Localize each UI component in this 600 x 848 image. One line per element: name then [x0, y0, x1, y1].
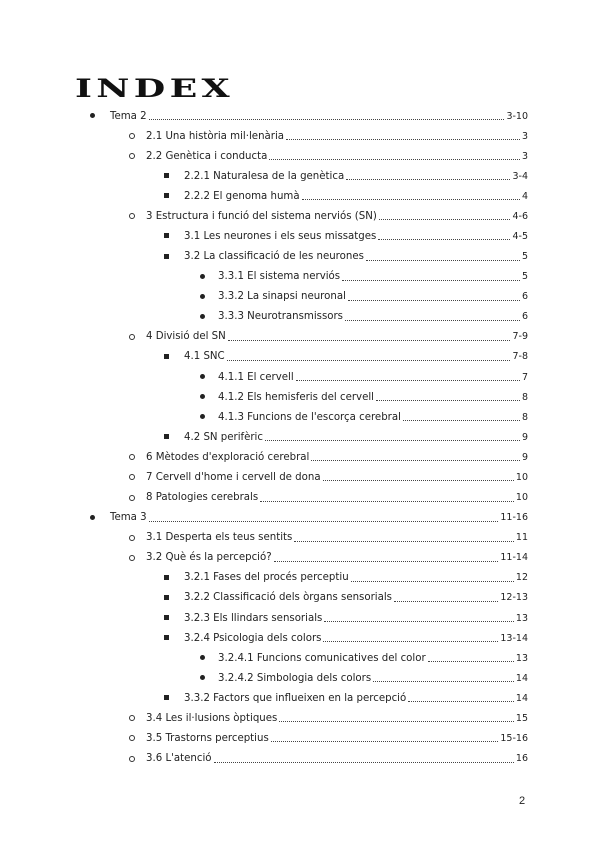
toc-entry-page: 10: [515, 471, 528, 483]
dot-leader: [366, 259, 520, 261]
toc-entry: [184, 247, 528, 267]
square-bullet-icon: [164, 635, 169, 640]
toc-entry-page: 5: [521, 271, 528, 283]
toc-entry-label: 4.2 SN perifèric: [184, 431, 263, 443]
toc-entry-label: 7 Cervell d'home i cervell de dona: [146, 471, 321, 483]
toc-entry: [146, 728, 528, 748]
toc-entry-label: 3.2.4 Psicologia dels colors: [184, 632, 322, 644]
dot-leader: [342, 279, 520, 281]
toc-entry: [218, 267, 528, 287]
bullet-icon: [90, 113, 95, 118]
toc-entry-label: 3.2.3 Els llindars sensorials: [184, 612, 323, 624]
toc-entry-page: 4-6: [512, 210, 528, 222]
toc-entry: [218, 668, 528, 688]
dot-leader: [279, 720, 514, 722]
dot-leader: [376, 399, 520, 401]
toc-entry-label: 3.3.3 Neurotransmissors: [218, 311, 343, 323]
hollow-bullet-icon: [129, 213, 135, 219]
toc-entry-label: 2.2 Genètica i conducta: [146, 150, 268, 162]
hollow-bullet-icon: [129, 495, 135, 501]
toc-entry-page: 11-16: [500, 512, 528, 524]
dot-leader: [294, 540, 514, 542]
dot-leader: [323, 640, 498, 642]
toc-entry-label: 3.3.1 El sistema nerviós: [218, 271, 341, 283]
bullet-icon: [90, 515, 95, 520]
toc-entry: [184, 226, 528, 246]
dot-leader: [214, 761, 514, 763]
dot-leader: [271, 740, 499, 742]
toc-entry-page: 8: [521, 391, 528, 403]
toc-entry-page: 9: [521, 451, 528, 463]
toc-entry-label: 2.2.1 Naturalesa de la genètica: [184, 170, 345, 182]
toc-entry-page: 7: [521, 371, 528, 383]
toc-entry: [184, 608, 528, 628]
square-bullet-icon: [164, 354, 169, 359]
toc-entry-label: Tema 2: [110, 110, 147, 122]
toc-entry-label: 3.3.2 Factors que influeixen en la percepció: [184, 692, 407, 704]
hollow-bullet-icon: [129, 454, 135, 460]
hollow-bullet-icon: [129, 334, 135, 340]
page-number: 2: [519, 795, 526, 807]
bullet-icon: [200, 414, 205, 419]
hollow-bullet-icon: [129, 715, 135, 721]
toc-entry: [218, 387, 528, 407]
dot-leader: [296, 379, 520, 381]
toc-entry-label: 3.2 La classificació de les neurones: [184, 251, 364, 263]
toc-entry-page: 12-13: [500, 592, 528, 604]
toc-entry-page: 15-16: [500, 732, 528, 744]
toc-entry: [146, 447, 528, 467]
toc-entry-label: 3.5 Trastorns perceptius: [146, 732, 269, 744]
toc-entry-label: 8 Patologies cerebrals: [146, 492, 259, 504]
toc-entry: [146, 146, 528, 166]
bullet-icon: [200, 314, 205, 319]
square-bullet-icon: [164, 595, 169, 600]
bullet-icon: [200, 294, 205, 299]
square-bullet-icon: [164, 233, 169, 238]
toc-entry: [218, 307, 528, 327]
toc-entry-label: 4.1.3 Funcions de l'escorça cerebral: [218, 411, 401, 423]
toc-entry-page: 5: [521, 251, 528, 263]
toc-entry-label: 4.1 SNC: [184, 351, 225, 363]
toc-entry-page: 9: [521, 431, 528, 443]
toc-entry-label: 4.1.1 El cervell: [218, 371, 294, 383]
square-bullet-icon: [164, 434, 169, 439]
dot-leader: [286, 138, 520, 140]
toc-entry: [146, 528, 528, 548]
toc-entry-page: 8: [521, 411, 528, 423]
dot-leader: [345, 319, 520, 321]
dot-leader: [403, 419, 520, 421]
toc-entry-page: 3-10: [506, 110, 528, 122]
toc-entry-label: 3.3.2 La sinapsi neuronal: [218, 291, 346, 303]
toc-entry: [146, 749, 528, 769]
toc-entry: [146, 708, 528, 728]
toc-entry-page: 14: [515, 672, 528, 684]
toc-entry-page: 6: [521, 311, 528, 323]
toc-entry: [146, 206, 528, 226]
toc-entry-page: 11: [515, 532, 528, 544]
dot-leader: [348, 299, 520, 301]
toc-entry: [184, 347, 528, 367]
toc-entry: [184, 588, 528, 608]
dot-leader: [274, 560, 499, 562]
hollow-bullet-icon: [129, 555, 135, 561]
toc-entry: [184, 166, 528, 186]
dot-leader: [408, 700, 514, 702]
toc-entry-page: 6: [521, 291, 528, 303]
toc-entry-page: 13: [515, 652, 528, 664]
dot-leader: [394, 600, 498, 602]
toc-entry-label: 2.1 Una història mil·lenària: [146, 130, 285, 142]
toc-entry: [218, 648, 528, 668]
toc-entry-label: 6 Mètodes d'exploració cerebral: [146, 451, 310, 463]
toc-entry-page: 4-5: [512, 230, 528, 242]
dot-leader: [379, 218, 511, 220]
toc-entry-label: 3.1 Desperta els teus sentits: [146, 532, 293, 544]
dot-leader: [378, 238, 510, 240]
toc-entry-label: 4.1.2 Els hemisferis del cervell: [218, 391, 374, 403]
toc-entry-page: 10: [515, 492, 528, 504]
toc-entry-label: 3.2.4.2 Simbologia dels colors: [218, 672, 372, 684]
square-bullet-icon: [164, 173, 169, 178]
toc-entry-label: 3 Estructura i funció del sistema nerviós (SN): [146, 210, 377, 222]
toc-entry-label: 4 Divisió del SN: [146, 331, 226, 343]
toc-entry-label: 3.4 Les il·lusions òptiques: [146, 712, 278, 724]
toc-entry-page: 3: [521, 150, 528, 162]
toc-entry-page: 3: [521, 130, 528, 142]
toc-entry-page: 14: [515, 692, 528, 704]
hollow-bullet-icon: [129, 133, 135, 139]
toc-entry-label: 2.2.2 El genoma humà: [184, 190, 300, 202]
dot-leader: [346, 178, 510, 180]
toc-entry: [184, 628, 528, 648]
toc-entry: [146, 327, 528, 347]
toc-entry-page: 13-14: [500, 632, 528, 644]
toc-entry-label: 3.2.1 Fases del procés perceptiu: [184, 572, 349, 584]
toc-entry: [110, 508, 528, 528]
dot-leader: [269, 158, 520, 160]
dot-leader: [265, 439, 520, 441]
hollow-bullet-icon: [129, 756, 135, 762]
toc-entry: [184, 568, 528, 588]
dot-leader: [324, 620, 514, 622]
toc-entry: [184, 427, 528, 447]
bullet-icon: [200, 274, 205, 279]
toc-entry: [218, 367, 528, 387]
dot-leader: [323, 479, 514, 481]
toc-entry-page: 12: [515, 572, 528, 584]
toc-entry: [218, 287, 528, 307]
toc-entry-page: 11-14: [500, 552, 528, 564]
toc-entry: [184, 186, 528, 206]
toc-entry-label: 3.6 L'atenció: [146, 753, 212, 765]
toc-entry-page: 3-4: [512, 170, 528, 182]
toc-entry-label: 3.2 Què és la percepció?: [146, 552, 272, 564]
toc-entry-page: 7-8: [512, 351, 528, 363]
index-title: INDEX: [75, 74, 235, 103]
toc-entry: [146, 488, 528, 508]
toc-entry-page: 16: [515, 753, 528, 765]
square-bullet-icon: [164, 254, 169, 259]
toc-entry-page: 15: [515, 712, 528, 724]
toc-entry-page: 13: [515, 612, 528, 624]
square-bullet-icon: [164, 575, 169, 580]
bullet-icon: [200, 374, 205, 379]
toc-entry: [146, 548, 528, 568]
dot-leader: [149, 520, 499, 522]
hollow-bullet-icon: [129, 474, 135, 480]
bullet-icon: [200, 675, 205, 680]
toc-entry-label: Tema 3: [110, 512, 147, 524]
dot-leader: [311, 459, 520, 461]
toc-entry-label: 3.2.2 Classificació dels òrgans sensorials: [184, 592, 392, 604]
dot-leader: [149, 118, 505, 120]
toc-entry-page: 7-9: [512, 331, 528, 343]
square-bullet-icon: [164, 193, 169, 198]
hollow-bullet-icon: [129, 735, 135, 741]
dot-leader: [302, 198, 520, 200]
toc-entry: [218, 407, 528, 427]
hollow-bullet-icon: [129, 153, 135, 159]
toc-entry: [146, 467, 528, 487]
square-bullet-icon: [164, 615, 169, 620]
toc-entry-label: 3.2.4.1 Funcions comunicatives del color: [218, 652, 426, 664]
toc-entry-label: 3.1 Les neurones i els seus missatges: [184, 230, 377, 242]
toc-entry: [146, 126, 528, 146]
toc-entry: [184, 688, 528, 708]
toc-entry-page: 4: [521, 190, 528, 202]
bullet-icon: [200, 655, 205, 660]
toc-entry: [110, 106, 528, 126]
dot-leader: [260, 500, 514, 502]
bullet-icon: [200, 394, 205, 399]
square-bullet-icon: [164, 695, 169, 700]
dot-leader: [428, 660, 514, 662]
dot-leader: [228, 339, 511, 341]
dot-leader: [227, 359, 511, 361]
hollow-bullet-icon: [129, 535, 135, 541]
dot-leader: [351, 580, 514, 582]
dot-leader: [373, 680, 514, 682]
